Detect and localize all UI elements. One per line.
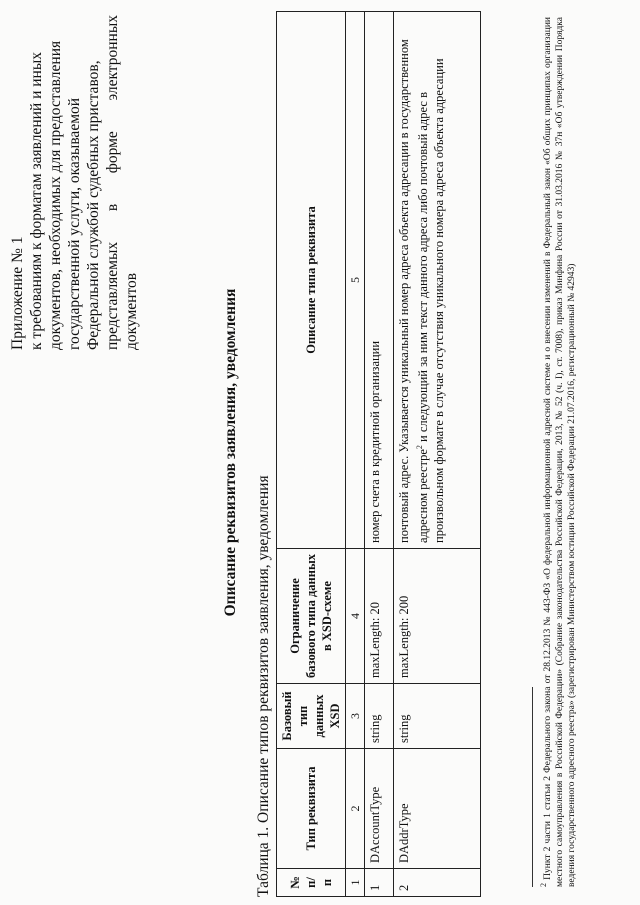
document-title: Описание реквизитов заявления, уведомления <box>222 288 239 617</box>
column-number-row <box>346 12 365 897</box>
column-number: 5 <box>346 12 365 549</box>
footnote-ref: 2 <box>415 445 424 450</box>
row-base: string <box>394 684 481 749</box>
table-row <box>365 12 394 897</box>
table-row <box>394 12 481 897</box>
appendix-header <box>8 15 141 350</box>
row-num: 2 <box>394 869 481 897</box>
header-cell-type: Тип реквизита <box>277 749 346 869</box>
description-text: почтовый адрес. Указывается уникальный номер адреса объекта адресации в государственном адресном реестре <box>397 39 431 543</box>
appendix-line: Федеральной службой судебных приставов, <box>85 60 102 350</box>
header-cell-description: Описание типа реквизита <box>277 12 346 549</box>
footnote <box>538 17 578 887</box>
row-num: 1 <box>365 869 394 897</box>
row-base: string <box>365 684 394 749</box>
appendix-line: документов, необходимых для предоставления <box>47 40 64 350</box>
header-cell-num: № п/п <box>277 869 346 897</box>
table-caption: Таблица 1. Описание типов реквизитов заявления, уведомления <box>255 475 272 897</box>
column-number: 2 <box>346 749 365 869</box>
row-type: DAddrType <box>394 749 481 869</box>
table-header-row <box>277 12 346 897</box>
description-text-cont: и следующий за ним текст данного адреса либо почтовый адрес в произвольном формате в случае отсутствия уникального номера адреса объекта адресации <box>416 58 447 543</box>
row-restriction: maxLength: 200 <box>394 549 481 684</box>
header-cell-restriction: Ограничение базового типа данных в XSD-схеме <box>277 549 346 684</box>
row-type: DAccountType <box>365 749 394 869</box>
requisites-table <box>276 11 481 897</box>
column-number: 3 <box>346 684 365 749</box>
appendix-line: представляемых в форме электронных документов <box>104 15 140 350</box>
appendix-line: Приложение № 1 <box>9 236 26 350</box>
row-description: номер счета в кредитной организации <box>365 12 394 549</box>
footnote-mark: 2 <box>539 883 548 887</box>
row-description <box>394 12 481 549</box>
row-restriction: maxLength: 20 <box>365 549 394 684</box>
footnote-divider <box>532 687 533 887</box>
appendix-line: государственной услуги, оказываемой <box>66 97 83 350</box>
column-number: 4 <box>346 549 365 684</box>
appendix-line: к требованиям к форматам заявлений и иных <box>28 52 45 350</box>
column-number: 1 <box>346 869 365 897</box>
header-cell-base: Базовый тип данных XSD <box>277 684 346 749</box>
footnote-text: Пункт 2 части 1 статьи 2 Федерального закона от 28.12.2013 № 443-ФЗ «О федеральной информационной адресной системе и о внесении изменений в Федеральный закон «Об общих принципах организации местного самоуправления в Российской Федерации» (Собрание законодательства Российской Федерации, 2013, № 52 (ч. I), ст. 7008), приказ Минфина России от 31.03.2016 № 37н «Об утверждении Порядка ведения государственного адресного реестра» (зарегистрирован Министерством юстиции Российской Федерации 21.07.2016, регистрационный № 42943) <box>543 17 578 887</box>
